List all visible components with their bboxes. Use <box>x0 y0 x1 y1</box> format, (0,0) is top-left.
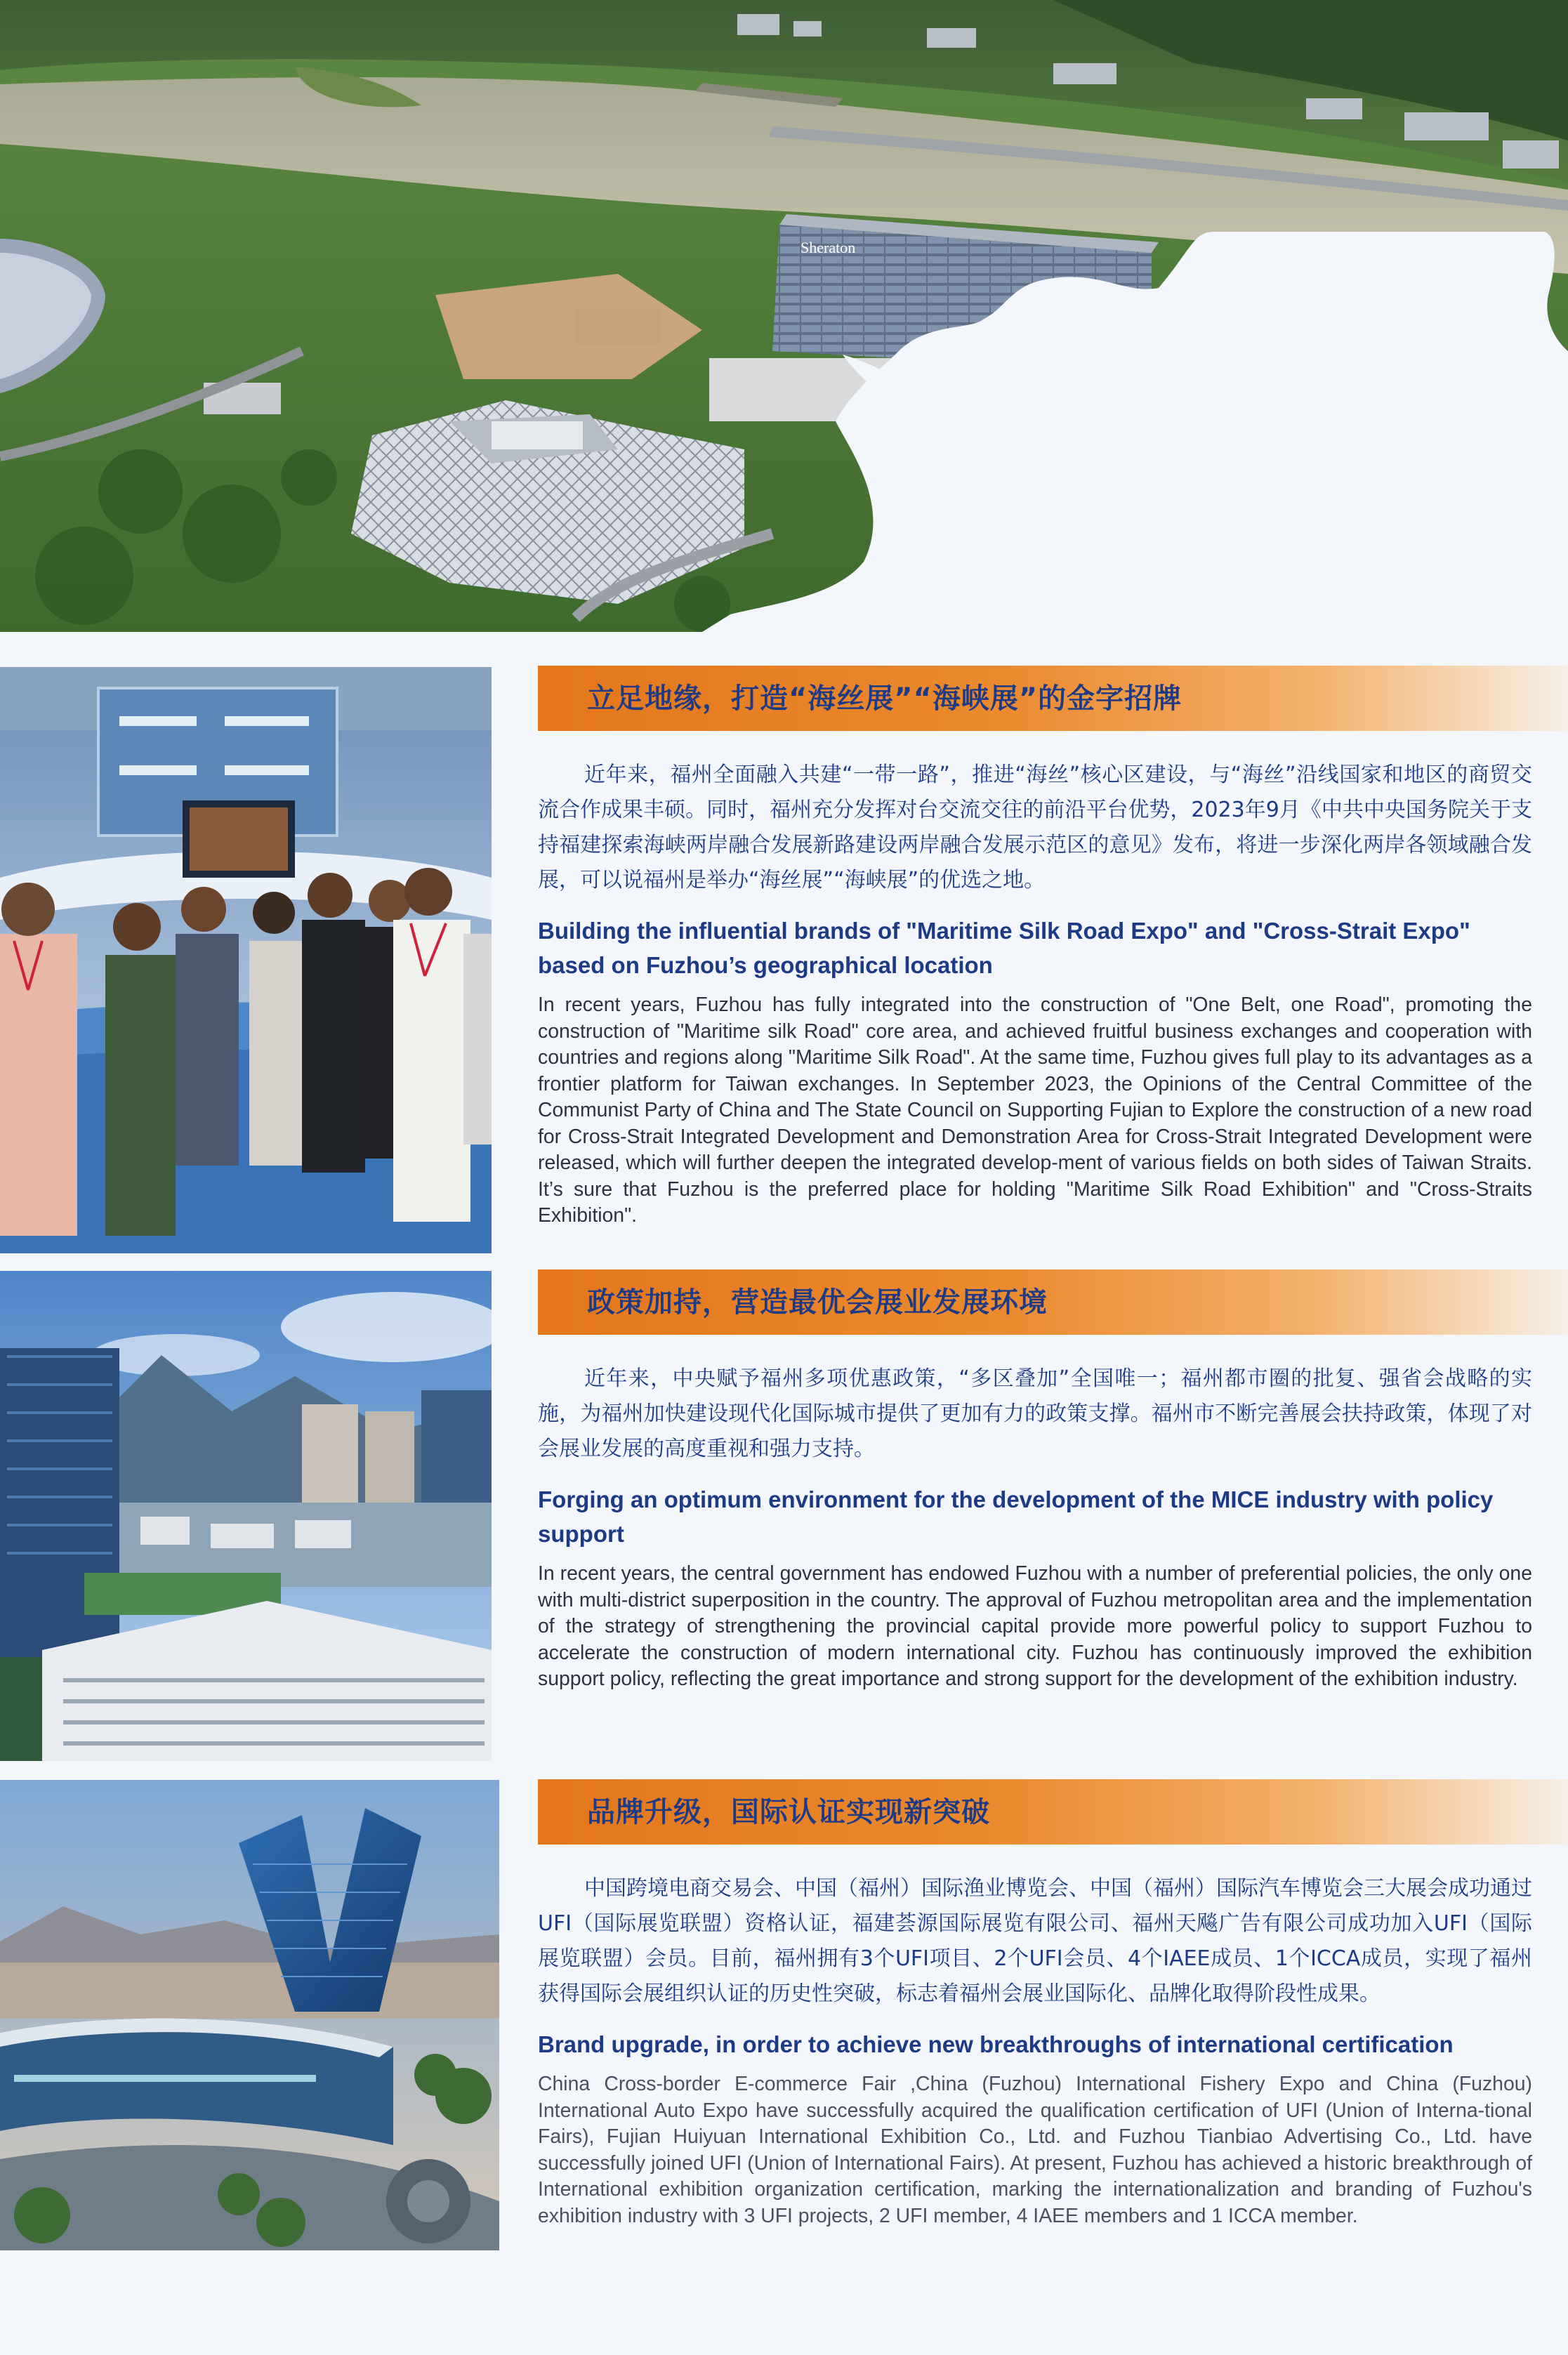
section-brand-upgrade <box>538 1779 1532 2229</box>
hero-aerial-photo <box>0 0 1568 632</box>
section-english-heading: Building the influential brands of "Maritime Silk Road Expo" and "Cross-Strait Expo" based on Fuzhou’s geographical location <box>538 918 1470 978</box>
section-policy-support <box>538 1269 1532 1693</box>
expo-visitors-photo <box>0 667 492 1253</box>
section-maritime-silk-road <box>538 666 1532 1229</box>
city-skyline-photo <box>0 1271 492 1761</box>
section-english-body: China Cross-border E-commerce Fair ,China (Fuzhou) International Fishery Expo and China (Fuzhou) International Auto Expo have successfully acquired the qualification certification of UFI (Union of Interna-tional Fairs), Fujian Huiyuan International Exhibition Co., Ltd. and Fuzhou Tianbiao Advertising Co., Ltd. have successfully joined UFI (Union of International Fairs). At present, Fuzhou has achieved a historic breakthrough of International exhibition organization certification, marking the internationalization and branding of Fuzhou's exhibition industry with 3 UFI projects, 2 UFI member, 4 IAEE members and 1 ICCA member. <box>538 2073 1532 2227</box>
section-chinese-body: 中国跨境电商交易会、中国（福州）国际渔业博览会、中国（福州）国际汽车博览会三大展会成功通过UFI（国际展览联盟）资格认证，福建荟源国际展览有限公司、福州天飚广告有限公司成功加入UFI（国际展览联盟）会员。目前，福州拥有3个UFI项目、2个UFI会员、4个IAEE成员、1个ICCA成员，实现了福州获得国际会展组织认证的历史性突破，标志着福州会展业国际化、品牌化取得阶段性成果。 <box>538 1876 1532 2006</box>
section-title: 政策加持，营造最优会展业发展环境 <box>587 1286 1048 1319</box>
section-title-banner <box>538 666 1568 731</box>
section-title: 立足地缘，打造“海丝展”“海峡展”的金字招牌 <box>587 682 1182 715</box>
section-chinese-body: 近年来，中央赋予福州多项优惠政策，“多区叠加”全国唯一；福州都市圈的批复、强省会战略的实施，为福州加快建设现代化国际城市提供了更加有力的政策支撑。福州市不断完善展会扶持政策，体现了对会展业发展的高度重视和强力支持。 <box>538 1366 1532 1461</box>
section-chinese-body: 近年来，福州全面融入共建“一带一路”，推进“海丝”核心区建设，与“海丝”沿线国家和地区的商贸交流合作成果丰硕。同时，福州充分发挥对台交流交往的前沿平台优势，2023年9月《中共中央国务院关于支持福建探索海峡两岸融合发展新路建设两岸融合发展示范区的意见》发布，将进一步深化两岸各领域融合发展，可以说福州是举办“海丝展”“海峡展”的优选之地。 <box>538 763 1532 892</box>
section-english-heading: Brand upgrade, in order to achieve new breakthroughs of international certification <box>538 2031 1454 2057</box>
section-title-banner <box>538 1269 1568 1335</box>
section-english-body: In recent years, the central government has endowed Fuzhou with a number of preferential policies, the only one with multi-district superposition in the country. The approval of Fuzhou metropolitan area and the implementation of the strategy of strengthening the provincial capital provide more powerful policy to support Fuzhou to accelerate the construction of modern international city. Fuzhou has continuously improved the exhibition support policy, reflecting the great importance and strong support for the development of the exhibition industry. <box>538 1562 1532 1690</box>
section-english-heading: Forging an optimum environment for the development of the MICE industry with policy support <box>538 1486 1494 1547</box>
section-title: 品牌升级，国际认证实现新突破 <box>587 1796 990 1828</box>
hotel-sign: Sheraton <box>801 239 856 256</box>
section-title-banner <box>538 1779 1568 1845</box>
section-english-body: In recent years, Fuzhou has fully integrated into the construction of "One Belt, one Road", promoting the construction of "Maritime silk Road" core area, and achieved fruitful business exchanges and cooperation with countries and regions along "Maritime Silk Road". At the same time, Fuzhou gives full play to its advantages as a frontier platform for Taiwan exchanges. In September 2023, the Opinions of the Central Committee of the Communist Party of China and The State Council on Supporting Fujian to Explore the construction of a new road for Cross-Strait Integrated Development and Demonstration Area for Cross-Strait Integrated Development were released, which will further deepen the integrated develop-ment of various fields on both sides of Taiwan Straits. It’s sure that Fuzhou is the preferred place for holding "Maritime Silk Road Exhibition" and "Cross-Straits Exhibition". <box>538 994 1532 1227</box>
v-tower-photo <box>0 1780 499 2250</box>
